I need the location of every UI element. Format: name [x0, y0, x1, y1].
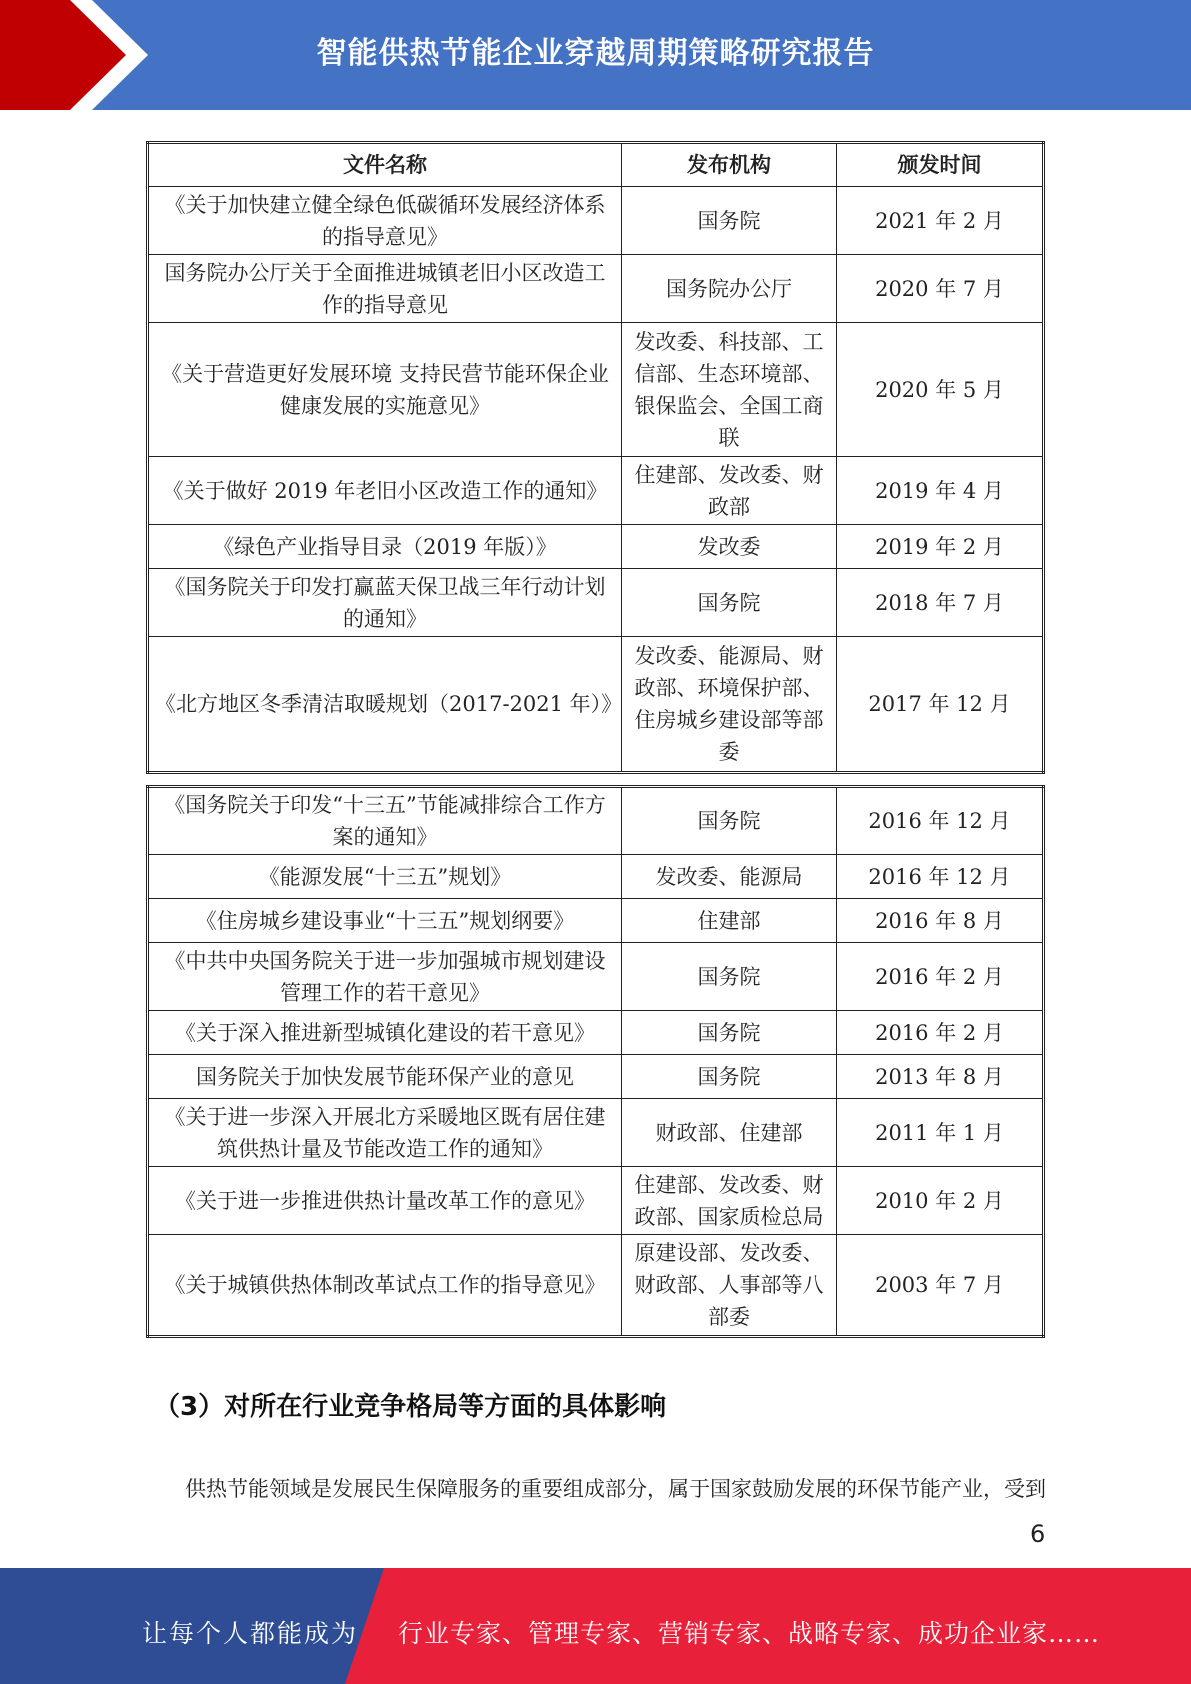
table-header-row [148, 143, 1044, 187]
document-name: 《关于做好 2019 年老旧小区改造工作的通知》 [148, 457, 622, 525]
page-number: 6 [1030, 1520, 1046, 1548]
section-heading: （3）对所在行业竞争格局等方面的具体影响 [154, 1392, 667, 1422]
issue-date: 2020 年 7 月 [837, 255, 1044, 323]
table-row [148, 323, 1044, 457]
table-row [148, 1099, 1044, 1167]
document-name: 《北方地区冬季清洁取暖规划（2017-2021 年）》 [148, 637, 622, 773]
document-name: 《住房城乡建设事业“十三五”规划纲要》 [148, 899, 622, 943]
issuer: 国务院 [622, 1011, 837, 1055]
table-row [148, 1055, 1044, 1099]
column-header-date: 颁发时间 [837, 143, 1044, 187]
document-name: 《关于营造更好发展环境 支持民营节能环保企业健康发展的实施意见》 [148, 323, 622, 457]
issue-date: 2019 年 2 月 [837, 525, 1044, 569]
issue-date: 2011 年 1 月 [837, 1099, 1044, 1167]
issuer: 国务院 [622, 1055, 837, 1099]
footer-slogan-right: 行业专家、管理专家、营销专家、战略专家、成功企业家…… [398, 1619, 1101, 1648]
table-row [148, 1167, 1044, 1235]
document-name: 《关于城镇供热体制改革试点工作的指导意见》 [148, 1235, 622, 1337]
table-row [148, 855, 1044, 899]
issue-date: 2016 年 12 月 [837, 787, 1044, 855]
issuer: 国务院 [622, 569, 837, 637]
issue-date: 2017 年 12 月 [837, 637, 1044, 773]
issuer: 国务院 [622, 787, 837, 855]
table-row [148, 525, 1044, 569]
column-header-name: 文件名称 [148, 143, 622, 187]
table-row [148, 1235, 1044, 1337]
table-row [148, 943, 1044, 1011]
document-name: 《国务院关于印发打赢蓝天保卫战三年行动计划的通知》 [148, 569, 622, 637]
issue-date: 2013 年 8 月 [837, 1055, 1044, 1099]
report-title: 智能供热节能企业穿越周期策略研究报告 [316, 36, 875, 71]
issuer: 原建设部、发改委、财政部、人事部等八部委 [622, 1235, 837, 1337]
issuer: 发改委、能源局、财政部、环境保护部、住房城乡建设部等部委 [622, 637, 837, 773]
issuer: 国务院 [622, 187, 837, 255]
issue-date: 2019 年 4 月 [837, 457, 1044, 525]
table-row [148, 899, 1044, 943]
issue-date: 2021 年 2 月 [837, 187, 1044, 255]
issuer: 住建部、发改委、财政部 [622, 457, 837, 525]
body-paragraph: 供热节能领域是发展民生保障服务的重要组成部分，属于国家鼓励发展的环保节能产业，受到 [185, 1477, 1046, 1501]
table-row [148, 569, 1044, 637]
document-name: 《绿色产业指导目录（2019 年版）》 [148, 525, 622, 569]
policy-table-part1 [146, 141, 1045, 774]
issuer: 住建部 [622, 899, 837, 943]
issue-date: 2016 年 8 月 [837, 899, 1044, 943]
issue-date: 2003 年 7 月 [837, 1235, 1044, 1337]
table-row [148, 187, 1044, 255]
header-banner [0, 0, 1191, 110]
column-header-issuer: 发布机构 [622, 143, 837, 187]
document-name: 国务院办公厅关于全面推进城镇老旧小区改造工作的指导意见 [148, 255, 622, 323]
issuer: 住建部、发改委、财政部、国家质检总局 [622, 1167, 837, 1235]
document-name: 《关于进一步深入开展北方采暖地区既有居住建筑供热计量及节能改造工作的通知》 [148, 1099, 622, 1167]
table-row [148, 637, 1044, 773]
issuer: 国务院办公厅 [622, 255, 837, 323]
footer-slogan-left: 让每个人都能成为 [142, 1619, 359, 1648]
table-row [148, 457, 1044, 525]
issue-date: 2010 年 2 月 [837, 1167, 1044, 1235]
issue-date: 2016 年 2 月 [837, 943, 1044, 1011]
issue-date: 2016 年 2 月 [837, 1011, 1044, 1055]
document-name: 《中共中央国务院关于进一步加强城市规划建设管理工作的若干意见》 [148, 943, 622, 1011]
document-name: 国务院关于加快发展节能环保产业的意见 [148, 1055, 622, 1099]
issue-date: 2018 年 7 月 [837, 569, 1044, 637]
document-name: 《关于深入推进新型城镇化建设的若干意见》 [148, 1011, 622, 1055]
issuer: 发改委、科技部、工信部、生态环境部、银保监会、全国工商联 [622, 323, 837, 457]
document-name: 《能源发展“十三五”规划》 [148, 855, 622, 899]
issuer: 财政部、住建部 [622, 1099, 837, 1167]
issuer: 发改委 [622, 525, 837, 569]
table-row [148, 1011, 1044, 1055]
document-name: 《关于进一步推进供热计量改革工作的意见》 [148, 1167, 622, 1235]
table-row [148, 787, 1044, 855]
issuer: 国务院 [622, 943, 837, 1011]
issue-date: 2016 年 12 月 [837, 855, 1044, 899]
document-name: 《关于加快建立健全绿色低碳循环发展经济体系的指导意见》 [148, 187, 622, 255]
issuer: 发改委、能源局 [622, 855, 837, 899]
document-name: 《国务院关于印发“十三五”节能减排综合工作方案的通知》 [148, 787, 622, 855]
policy-table-part2 [146, 785, 1045, 1338]
issue-date: 2020 年 5 月 [837, 323, 1044, 457]
table-row [148, 255, 1044, 323]
footer-banner [0, 1568, 1191, 1684]
